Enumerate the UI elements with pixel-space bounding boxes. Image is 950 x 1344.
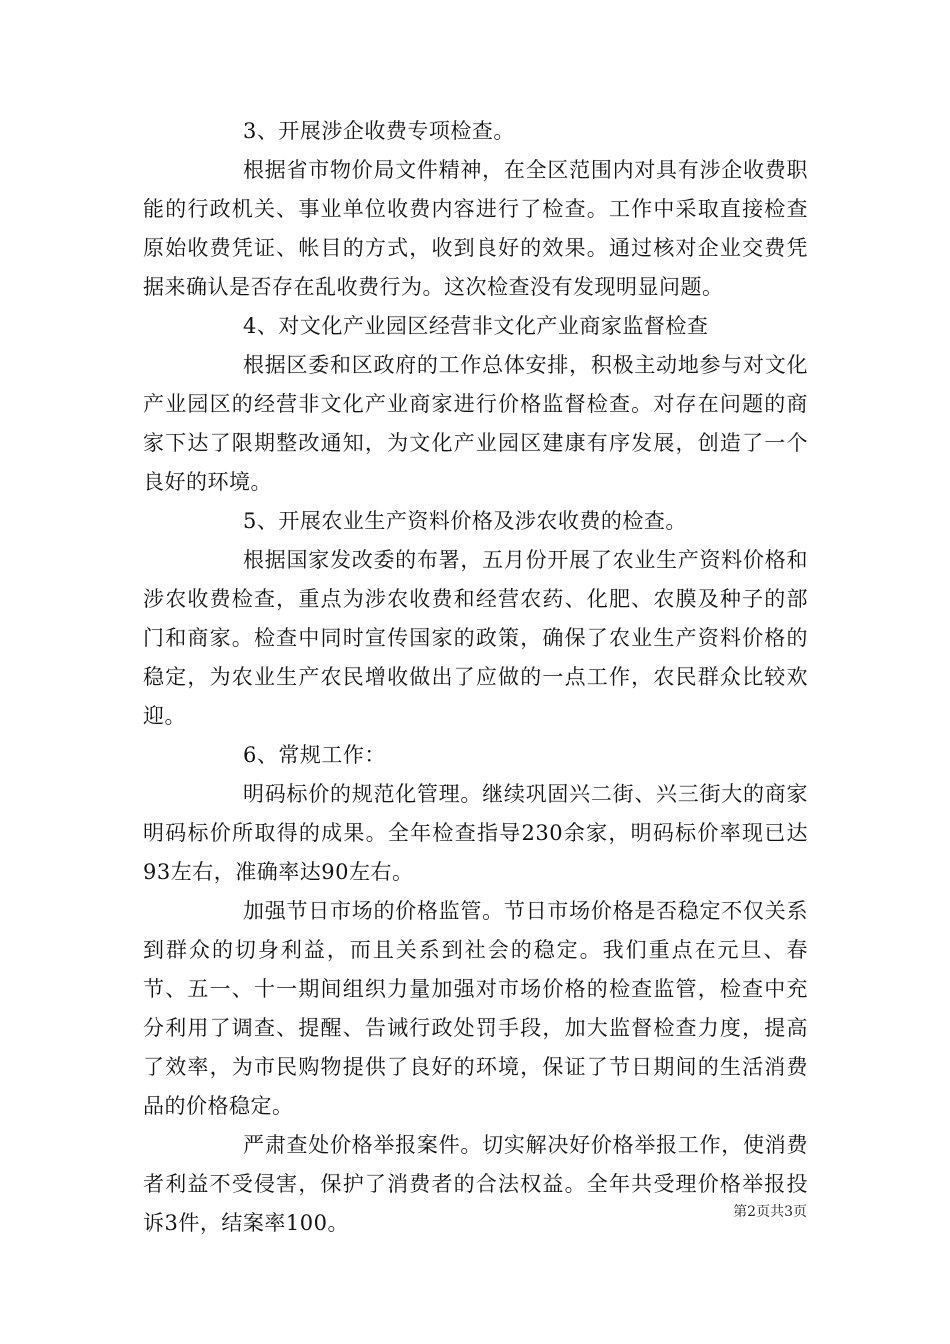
page-number: 第2页共3页 <box>733 1204 807 1220</box>
paragraph-enterprise-fees: 根据省市物价局文件精神，在全区范围内对具有涉企收费职能的行政机关、事业单位收费内容进行了检查。工作中采取直接检查原始收费凭证、帐目的方式，收到良好的效果。通过核对企业交费凭据来确认是否存在乱收费行为。这次检查没有发现明显问题。 <box>143 158 808 299</box>
document-body <box>143 112 808 1243</box>
section-heading-5: 5、开展农业生产资料价格及涉农收费的检查。 <box>243 509 687 533</box>
section-heading-4: 4、对文化产业园区经营非文化产业商家监督检查 <box>243 314 709 338</box>
section-heading-3: 3、开展涉企收费专项检查。 <box>243 119 515 143</box>
paragraph-holiday-market: 加强节日市场的价格监管。节日市场价格是否稳定不仅关系到群众的切身利益，而且关系到社会的稳定。我们重点在元旦、春节、五一、十一期间组织力量加强对市场价格的检查监管，检查中充分利用了调查、提醒、告诫行政处罚手段，加大监督检查力度，提高了效率，为市民购物提供了良好的环境，保证了节日期间的生活消费品的价格稳定。 <box>143 899 808 1118</box>
paragraph-cultural-park: 根据区委和区政府的工作总体安排，积极主动地参与对文化产业园区的经营非文化产业商家进行价格监督检查。对存在问题的商家下达了限期整改通知，为文化产业园区建康有序发展，创造了一个良好的环境。 <box>143 353 808 494</box>
paragraph-price-complaints: 严肃查处价格举报案件。切实解决好价格举报工作，使消费者利益不受侵害，保护了消费者的合法权益。全年共受理价格举报投诉3件，结案率100。 <box>143 1133 808 1235</box>
paragraph-agricultural-prices: 根据国家发改委的布署，五月份开展了农业生产资料价格和涉农收费检查，重点为涉农收费和经营农药、化肥、农膜及种子的部门和商家。检查中同时宣传国家的政策，确保了农业生产资料价格的稳定，为农业生产农民增收做出了应做的一点工作，农民群众比较欢迎。 <box>143 548 808 728</box>
paragraph-price-labeling: 明码标价的规范化管理。继续巩固兴二街、兴三街大的商家明码标价所取得的成果。全年检查指导230余家，明码标价率现已达93左右，准确率达90左右。 <box>143 782 808 884</box>
section-heading-6: 6、常规工作： <box>243 743 386 767</box>
